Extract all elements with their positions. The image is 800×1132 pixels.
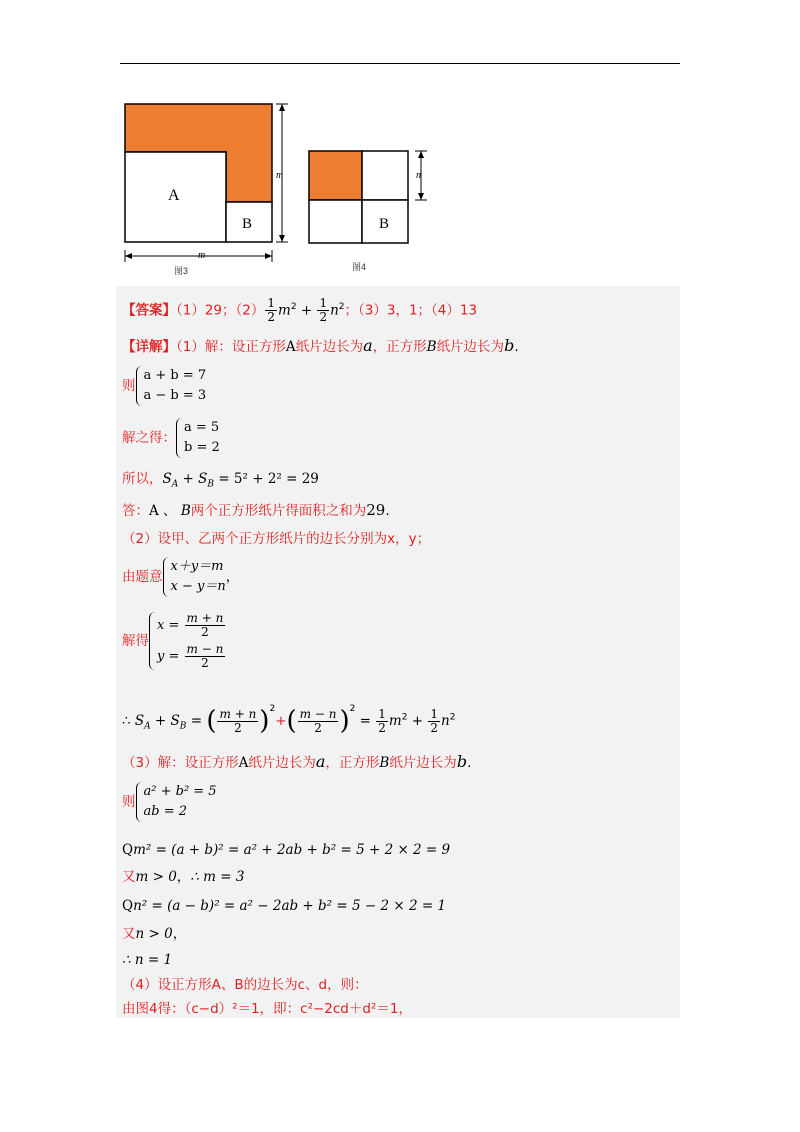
- calc-m: Qm² = (a + b)² = a² + 2ab + b² = 5 + 2 × 2 = 9: [122, 842, 451, 858]
- sum-line: 所以，$S_A + S_B = 5^2 + 2^2 = 29$: [122, 471, 319, 490]
- answer-tag: 【答案】: [122, 302, 176, 319]
- part4-intro: （4）设正方形A、B的边长为c、d，则：: [122, 977, 368, 993]
- answer-line: 【答案】（1）29；（2） $\frac{1}{2}$ $m^2$ + $\frac{1}{2}$ $n^2$；（3）3，1；（4）13: [122, 296, 478, 324]
- part4-line: 由图4得：（c−d）²＝1，即：c²−2cd＋d²＝1，: [122, 1001, 412, 1017]
- fig4-caption: 图4: [352, 262, 367, 272]
- system-3: 则 a² + b² = 5 ab = 2: [122, 782, 217, 822]
- cond-m: 又m > 0，∴ m = 3: [122, 869, 245, 885]
- fig3-label-A: A: [168, 187, 180, 204]
- cond-n: 又n > 0，: [122, 926, 187, 942]
- calc-n: Qn² = (a − b)² = a² − 2ab + b² = 5 − 2 × 2 = 1: [122, 898, 447, 914]
- fig4-label-B: B: [379, 216, 390, 232]
- fig3-label-m-bottom: m: [198, 250, 206, 261]
- system-2: 由题意 x＋y＝m x − y＝n ，: [122, 557, 239, 597]
- figure-3: [125, 104, 288, 276]
- sum-line-2: ∴ $S_A + S_B$ = ( $\frac{m + n}{2}$ )$^2$+( $\frac{m - n}{2}$ )$^2$ = $\frac{1}{2}$ $m^2$ + $\frac{1}{2}$ $n^2$: [122, 704, 456, 736]
- detail-line-1: 【详解】（1）解：设正方形A纸片边长为a，正方形B纸片边长为b.: [122, 336, 519, 355]
- figures: [118, 98, 421, 280]
- solution-1: 解之得： a = 5 b = 2: [122, 418, 220, 458]
- header-rule: [120, 63, 680, 64]
- fig3-caption: 图3: [174, 266, 189, 276]
- fig3-label-m-side: m: [276, 170, 284, 181]
- figure-4: [309, 151, 427, 272]
- system-1: 则 a + b = 7 a − b = 3: [122, 366, 206, 406]
- part3-intro: （3）解：设正方形A纸片边长为a，正方形B纸片边长为b.: [122, 752, 472, 771]
- part2-intro: （2）设甲、乙两个正方形纸片的边长分别为x，y；: [122, 531, 431, 547]
- answer-1: 答：A 、 B两个正方形纸片得面积之和为29.: [122, 501, 390, 519]
- solution-2: 解得 x = $\frac{m + n}{2}$ y = $\frac{m - n}{2}$: [122, 611, 224, 670]
- res-n: ∴ n = 1: [122, 952, 173, 968]
- fig4-label-n: n: [416, 170, 421, 181]
- fig3-label-B: B: [242, 216, 253, 232]
